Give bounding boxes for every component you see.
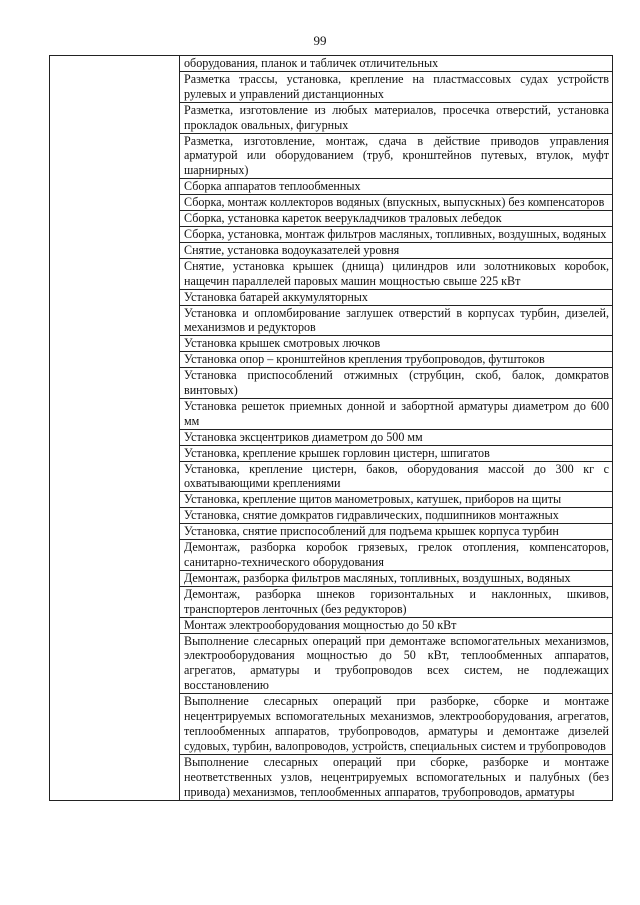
work-description-cell: Установка крышек смотровых лючков xyxy=(180,336,613,352)
work-description-cell: Сборка, установка кареток вееруклaдчиков траловых лебедок xyxy=(180,211,613,227)
work-description-cell: Монтаж электрооборудования мощностью до 50 кВт xyxy=(180,617,613,633)
work-description-cell: Установка, снятие домкратов гидравлических, подшипников монтажных xyxy=(180,508,613,524)
work-description-cell: Снятие, установка крышек (днища) цилиндров или золотниковых коробок, нащечин параллелей паровых машин мощностью свыше 225 кВт xyxy=(180,258,613,289)
work-description-cell: Установка приспособлений отжимных (струбцин, скоб, балок, домкратов винтовых) xyxy=(180,368,613,399)
work-description-cell: Снятие, установка водоуказателей уровня xyxy=(180,242,613,258)
work-description-cell: Установка батарей аккумуляторных xyxy=(180,289,613,305)
work-description-cell: Установка опор – кронштейнов крепления трубопроводов, футштоков xyxy=(180,352,613,368)
work-description-cell: Выполнение слесарных операций при демонтаже вспомогательных механизмов, электрооборудования мощностью до 50 кВт, теплообменных аппаратов, агрегатов, арматуры и трубопроводов всех систем, не подлежащих восстановлению xyxy=(180,633,613,694)
work-description-cell: Установка, снятие приспособлений для подъема крышек корпуса турбин xyxy=(180,524,613,540)
work-description-cell: Установка, крепление щитов манометровых, катушек, приборов на щиты xyxy=(180,492,613,508)
work-description-cell: Установка, крепление крышек горловин цистерн, шпигатов xyxy=(180,445,613,461)
table-body xyxy=(50,56,613,801)
work-description-cell: Демонтаж, разборка шнеков горизонтальных и наклонных, шкивов, транспортеров ленточных (без редукторов) xyxy=(180,586,613,617)
page-number: 99 xyxy=(313,33,327,48)
work-description-cell: Сборка, установка, монтаж фильтров масляных, топливных, воздушных, водяных xyxy=(180,226,613,242)
work-list-table xyxy=(49,55,613,801)
work-description-cell: Установка и опломбирование заглушек отверстий в корпусах турбин, дизелей, механизмов и редукторов xyxy=(180,305,613,336)
work-description-cell: Сборка аппаратов теплообменных xyxy=(180,179,613,195)
work-description-cell: оборудования, планок и табличек отличительных xyxy=(180,56,613,72)
work-description-cell: Демонтаж, разборка коробок грязевых, грелок отопления, компенсаторов, санитарно-технического оборудования xyxy=(180,540,613,571)
table-row xyxy=(50,56,613,72)
work-description-cell: Разметка, изготовление, монтаж, сдача в действие приводов управления арматурой или оборудованием (труб, кронштейнов путевых, втулок, муфт шарнирных) xyxy=(180,133,613,179)
work-description-cell: Сборка, монтаж коллекторов водяных (впускных, выпускных) без компенсаторов xyxy=(180,195,613,211)
work-description-cell: Выполнение слесарных операций при разборке, сборке и монтаже нецентрируемых вспомогательных механизмов, электрооборудования, агрегатов, теплообменных аппаратов, трубопроводов, арматуры и демонтаже дизелей судовых, турбин, валопроводов, устройств, специальных систем и трубопроводов xyxy=(180,694,613,755)
empty-left-column xyxy=(50,56,180,801)
work-description-cell: Разметка трассы, установка, крепление на пластмассовых судах устройств рулевых и управлений дистанционных xyxy=(180,71,613,102)
work-description-cell: Разметка, изготовление из любых материалов, просечка отверстий, установка прокладок овальных, фигурных xyxy=(180,102,613,133)
work-description-cell: Установка эксцентриков диаметром до 500 мм xyxy=(180,429,613,445)
work-description-cell: Установка решеток приемных донной и забортной арматуры диаметром до 600 мм xyxy=(180,398,613,429)
work-description-cell: Установка, крепление цистерн, баков, оборудования массой до 300 кг с охватывающими креплениями xyxy=(180,461,613,492)
work-description-cell: Демонтаж, разборка фильтров масляных, топливных, воздушных, водяных xyxy=(180,570,613,586)
work-description-cell: Выполнение слесарных операций при сборке, разборке и монтаже неответственных узлов, нецентрируемых вспомогательных и палубных (без привода) механизмов, теплообменных аппаратов, трубопроводов, арматуры xyxy=(180,754,613,800)
